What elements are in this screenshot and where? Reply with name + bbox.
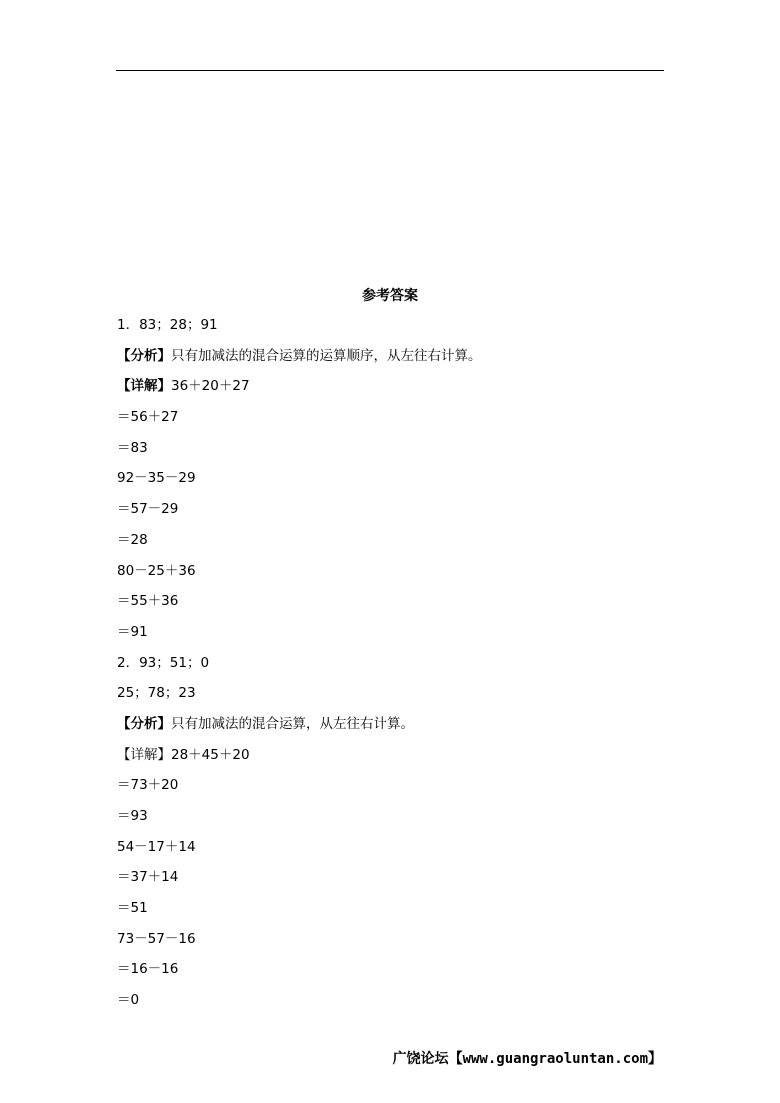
step-line: ＝93: [117, 808, 148, 824]
step-line: ＝0: [117, 992, 140, 1009]
answer-2-label: 2．93；51；0: [117, 654, 210, 671]
footer-site-name: 广饶论坛: [392, 1051, 449, 1067]
analysis-1: 【分析】只有加减法的混合运算的运算顺序，从左往右计算。: [117, 347, 482, 364]
step-line: ＝37＋14: [117, 869, 179, 886]
step-line: ＝55＋36: [117, 593, 179, 610]
step-line: ＝51: [117, 900, 148, 917]
step-line: ＝57－29: [117, 501, 179, 518]
step-line: 80－25＋36: [117, 562, 196, 579]
step-line: ＝56＋27: [117, 409, 179, 426]
answer-list: [117, 314, 677, 1020]
step-line: 92－35－29: [117, 470, 196, 487]
step-line: ＝28: [117, 531, 148, 548]
step-line: ＝91: [117, 623, 148, 640]
step-line: ＝16－16: [117, 961, 179, 978]
footer-bracket-close: 】: [648, 1051, 662, 1067]
page-title: 参考答案: [362, 288, 418, 304]
analysis-2: 【分析】只有加减法的混合运算，从左往右计算。: [117, 715, 414, 732]
detail-2: 【详解】28＋45＋20: [117, 746, 250, 763]
answer-2-continued: 25；78；23: [117, 685, 196, 702]
footer-url: www.guangraoluntan.com: [462, 1051, 648, 1067]
step-line: 73－57－16: [117, 930, 196, 947]
footer-bracket-open: 【: [448, 1051, 463, 1067]
header-rule: [116, 70, 664, 71]
answer-1-label: 1．83；28；91: [117, 317, 218, 333]
detail-1: 【详解】36＋20＋27: [117, 378, 250, 395]
footer-watermark: [393, 1048, 662, 1068]
step-line: ＝73＋20: [117, 777, 179, 794]
step-line: 54－17＋14: [117, 838, 196, 855]
step-line: ＝83: [117, 439, 148, 456]
